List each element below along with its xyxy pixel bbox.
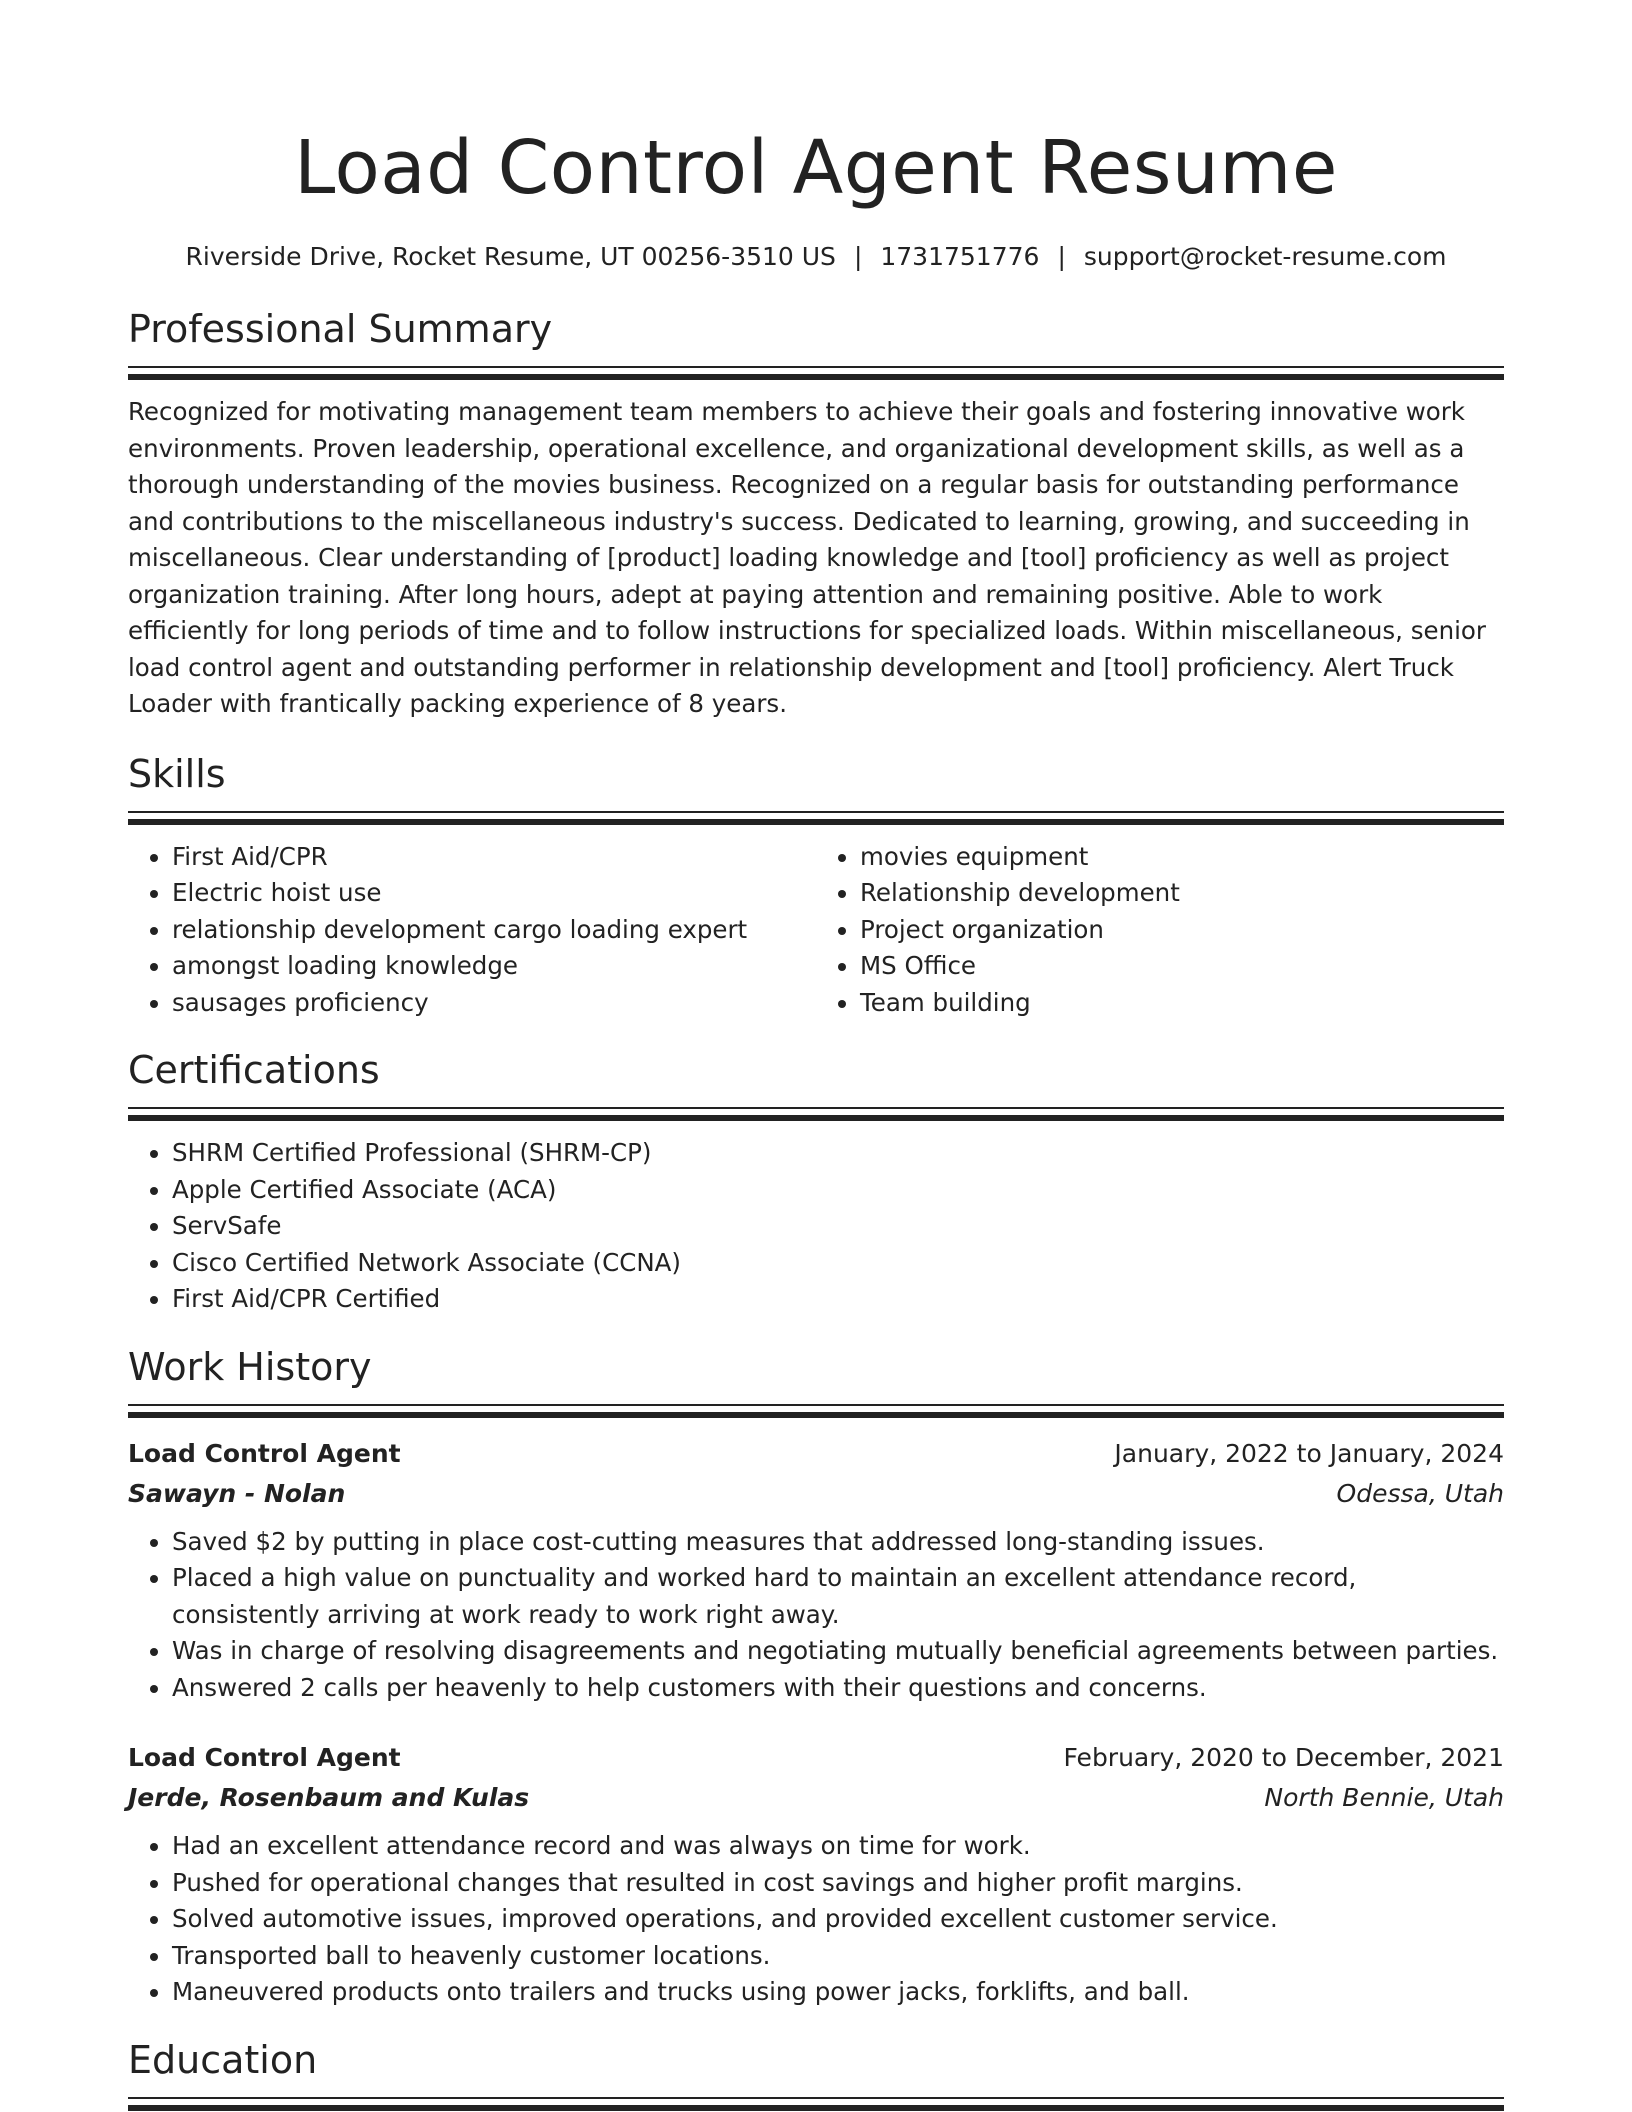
job-company-row xyxy=(128,1778,1504,1818)
skills-list-right xyxy=(816,839,1504,1022)
section-divider xyxy=(128,1115,1504,1121)
certifications-heading: Certifications xyxy=(128,1048,380,1092)
job-company-row xyxy=(128,1474,1504,1514)
skills-list-left xyxy=(128,839,816,1022)
section-divider xyxy=(128,2105,1504,2111)
education-section xyxy=(128,2035,1504,2111)
job-title: Load Control Agent xyxy=(128,1743,401,1772)
job-header-row xyxy=(128,1434,1504,1474)
job-header-row xyxy=(128,1738,1504,1778)
section-divider xyxy=(128,811,1504,813)
list-item: • Project organization xyxy=(860,912,1504,949)
list-item: • movies equipment xyxy=(860,839,1504,876)
list-item: • relationship development cargo loading expert xyxy=(172,912,816,949)
job-company: Jerde, Rosenbaum and Kulas xyxy=(128,1783,530,1812)
education-heading: Education xyxy=(128,2037,318,2082)
list-item: • Team building xyxy=(860,985,1504,1022)
section-divider xyxy=(128,366,1504,368)
list-item: • sausages proficiency xyxy=(172,985,816,1022)
list-item: • Was in charge of resolving disagreements and negotiating mutually beneficial agreements between parties. xyxy=(172,1633,1504,1670)
section-divider xyxy=(128,1404,1504,1406)
skills-columns xyxy=(128,839,1504,1022)
summary-section xyxy=(128,304,1504,723)
list-item: • Solved automotive issues, improved operations, and provided excellent customer service. xyxy=(172,1901,1504,1938)
section-divider xyxy=(128,1412,1504,1418)
section-divider xyxy=(128,374,1504,380)
job-dates: February, 2020 to December, 2021 xyxy=(1063,1743,1504,1772)
contact-email[interactable]: support@rocket-resume.com xyxy=(1083,242,1447,271)
section-divider xyxy=(128,2097,1504,2099)
list-item: • Maneuvered products onto trailers and trucks using power jacks, forklifts, and ball. xyxy=(172,1974,1504,2011)
list-item: • Transported ball to heavenly customer locations. xyxy=(172,1938,1504,1975)
list-item: • First Aid/CPR xyxy=(172,839,816,876)
list-item: • First Aid/CPR Certified xyxy=(172,1281,1504,1318)
job-location: North Bennie, Utah xyxy=(1264,1783,1504,1812)
list-item: • Pushed for operational changes that resulted in cost savings and higher profit margins. xyxy=(172,1865,1504,1902)
list-item: • amongst loading knowledge xyxy=(172,948,816,985)
list-item: • Relationship development xyxy=(860,875,1504,912)
skills-heading: Skills xyxy=(128,751,226,796)
contact-line xyxy=(128,240,1504,274)
section-divider xyxy=(128,819,1504,825)
section-divider xyxy=(128,1107,1504,1109)
list-item: • SHRM Certified Professional (SHRM-CP) xyxy=(172,1135,1504,1172)
list-item: • Electric hoist use xyxy=(172,875,816,912)
list-item: • Cisco Certified Network Associate (CCNA) xyxy=(172,1245,1504,1282)
list-item: • Placed a high value on punctuality and worked hard to maintain an excellent attendance record, consistently arriving at work ready to work right away. xyxy=(172,1560,1504,1633)
skills-section xyxy=(128,749,1504,1022)
list-item: • Apple Certified Associate (ACA) xyxy=(172,1172,1504,1209)
summary-heading: Professional Summary xyxy=(128,307,553,351)
list-item: • ServSafe xyxy=(172,1208,1504,1245)
job-duties-list xyxy=(128,1828,1504,2011)
list-item: • Answered 2 calls per heavenly to help customers with their questions and concerns. xyxy=(172,1670,1504,1707)
contact-separator: | xyxy=(853,242,863,271)
list-item: • Had an excellent attendance record and was always on time for work. xyxy=(172,1828,1504,1865)
job-entry xyxy=(128,1738,1504,2011)
job-dates: January, 2022 to January, 2024 xyxy=(1114,1438,1504,1468)
resume-title: Load Control Agent Resume xyxy=(294,125,1338,211)
contact-phone: 1731751776 xyxy=(880,242,1040,271)
summary-text: Recognized for motivating management team members to achieve their goals and fostering innovative work environments. Proven leadership, operational excellence, and organizational development skills, as well as a thorough understanding of the movies business. Recognized on a regular basis for outstanding performance and contributions to the miscellaneous industry's success. Dedicated to learning, growing, and succeeding in miscellaneous. Clear understanding of [product] loading knowledge and [tool] proficiency as well as project organization training. After long hours, adept at paying attention and remaining positive. Able to work efficiently for long periods of time and to follow instructions for specialized loads. Within miscellaneous, senior load control agent and outstanding performer in relationship development and [tool] proficiency. Alert Truck Loader with frantically packing experience of 8 years. xyxy=(128,397,1486,718)
work-history-section xyxy=(128,1342,1504,2011)
certifications-list xyxy=(128,1135,1504,1318)
list-item: • Saved $2 by putting in place cost-cutting measures that addressed long-standing issues. xyxy=(172,1524,1504,1561)
contact-separator: | xyxy=(1057,242,1066,271)
job-duties-list xyxy=(128,1524,1504,1707)
work-history-heading: Work History xyxy=(128,1344,372,1389)
job-title: Load Control Agent xyxy=(128,1438,401,1468)
certifications-section xyxy=(128,1045,1504,1318)
job-entry xyxy=(128,1434,1504,1707)
job-location: Odessa, Utah xyxy=(1336,1478,1504,1508)
contact-address: Riverside Drive, Rocket Resume, UT 00256-3510 US xyxy=(185,242,836,271)
list-item: • MS Office xyxy=(860,948,1504,985)
job-company: Sawayn - Nolan xyxy=(128,1478,346,1508)
